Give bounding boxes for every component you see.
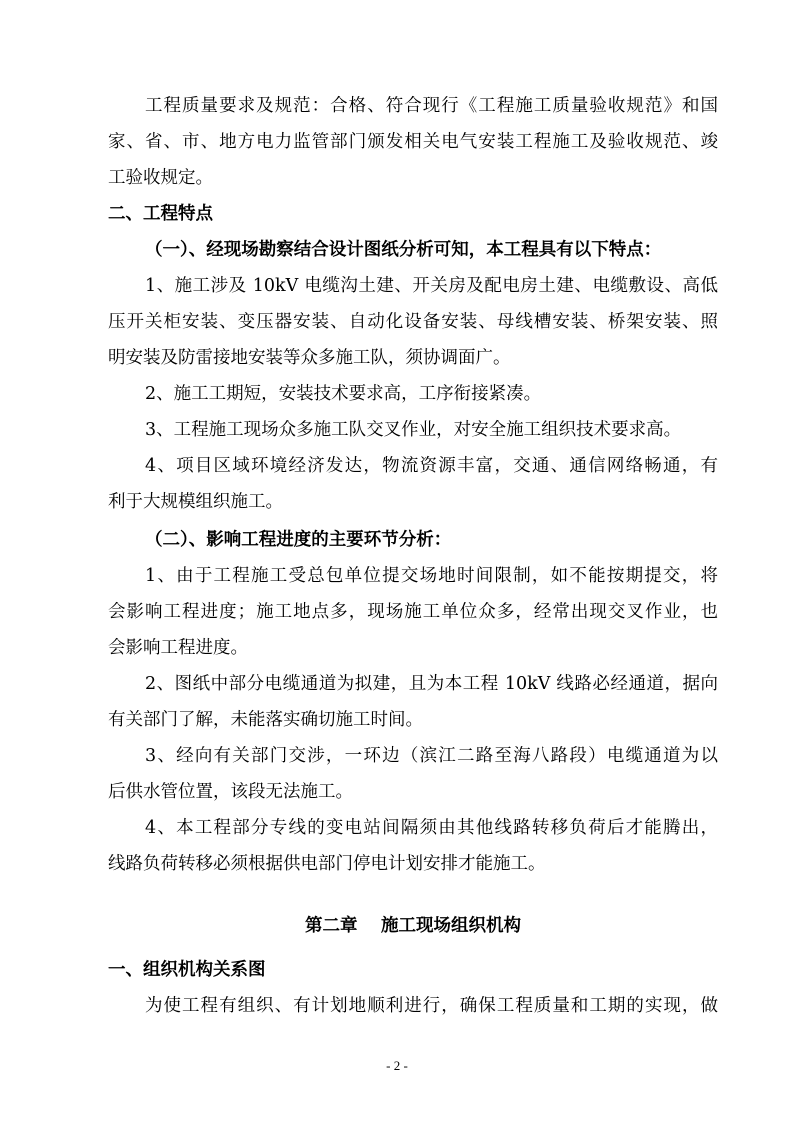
paragraph-line: 有关部门了解，未能落实确切施工时间。 bbox=[108, 710, 423, 730]
section-heading: 一、组织机构关系图 bbox=[108, 960, 266, 980]
paragraph-line: 4、本工程部分专线的变电站间隔须由其他线路转移负荷后才能腾出， bbox=[145, 818, 718, 838]
paragraph-line: 线路负荷转移必须根据供电部门停电计划安排才能施工。 bbox=[108, 854, 546, 874]
chapter-title: 第二章 施工现场组织机构 bbox=[304, 916, 522, 936]
paragraph-line: 后供水管位置，该段无法施工。 bbox=[108, 782, 353, 802]
paragraph-line: 会影响工程进度；施工地点多，现场施工单位众多，经常出现交叉作业，也 bbox=[108, 602, 718, 622]
paragraph-line: 1、施工涉及 10kV 电缆沟土建、开关房及配电房土建、电缆敷设、高低 bbox=[145, 276, 718, 296]
paragraph-line: 工验收规定。 bbox=[108, 168, 213, 188]
paragraph-line: 利于大规模组织施工。 bbox=[108, 492, 283, 512]
page-number: - 2 - bbox=[386, 1058, 408, 1073]
paragraph-line: 为使工程有组织、有计划地顺利进行，确保工程质量和工期的实现，做 bbox=[145, 996, 718, 1016]
paragraph-line: 4、项目区域环境经济发达，物流资源丰富，交通、通信网络畅通，有 bbox=[145, 456, 718, 476]
paragraph-line: 2、施工工期短，安装技术要求高，工序衔接紧凑。 bbox=[145, 384, 542, 404]
paragraph-line: 1、由于工程施工受总包单位提交场地时间限制，如不能按期提交，将 bbox=[145, 566, 718, 586]
paragraph-line: 3、工程施工现场众多施工队交叉作业，对安全施工组织技术要求高。 bbox=[145, 420, 682, 440]
paragraph-line: 工程质量要求及规范：合格、符合现行《工程施工质量验收规范》和国 bbox=[145, 96, 718, 116]
paragraph-line: 3、经向有关部门交涉，一环边（滨江二路至海八路段）电缆通道为以 bbox=[145, 746, 718, 766]
paragraph-line: 家、省、市、地方电力监管部门颁发相关电气安装工程施工及验收规范、竣 bbox=[108, 132, 718, 152]
paragraph-line: 2、图纸中部分电缆通道为拟建，且为本工程 10kV 线路必经通道，据向 bbox=[145, 674, 718, 694]
subsection-heading: （一）、经现场勘察结合设计图纸分析可知，本工程具有以下特点： bbox=[145, 240, 662, 260]
paragraph-line: 明安装及防雷接地安装等众多施工队，须协调面广。 bbox=[108, 348, 511, 368]
subsection-heading: （二）、影响工程进度的主要环节分析： bbox=[145, 530, 452, 550]
section-heading: 二、工程特点 bbox=[108, 204, 213, 224]
paragraph-line: 压开关柜安装、变压器安装、自动化设备安装、母线槽安装、桥架安装、照 bbox=[108, 312, 718, 332]
paragraph-line: 会影响工程进度。 bbox=[108, 638, 248, 658]
